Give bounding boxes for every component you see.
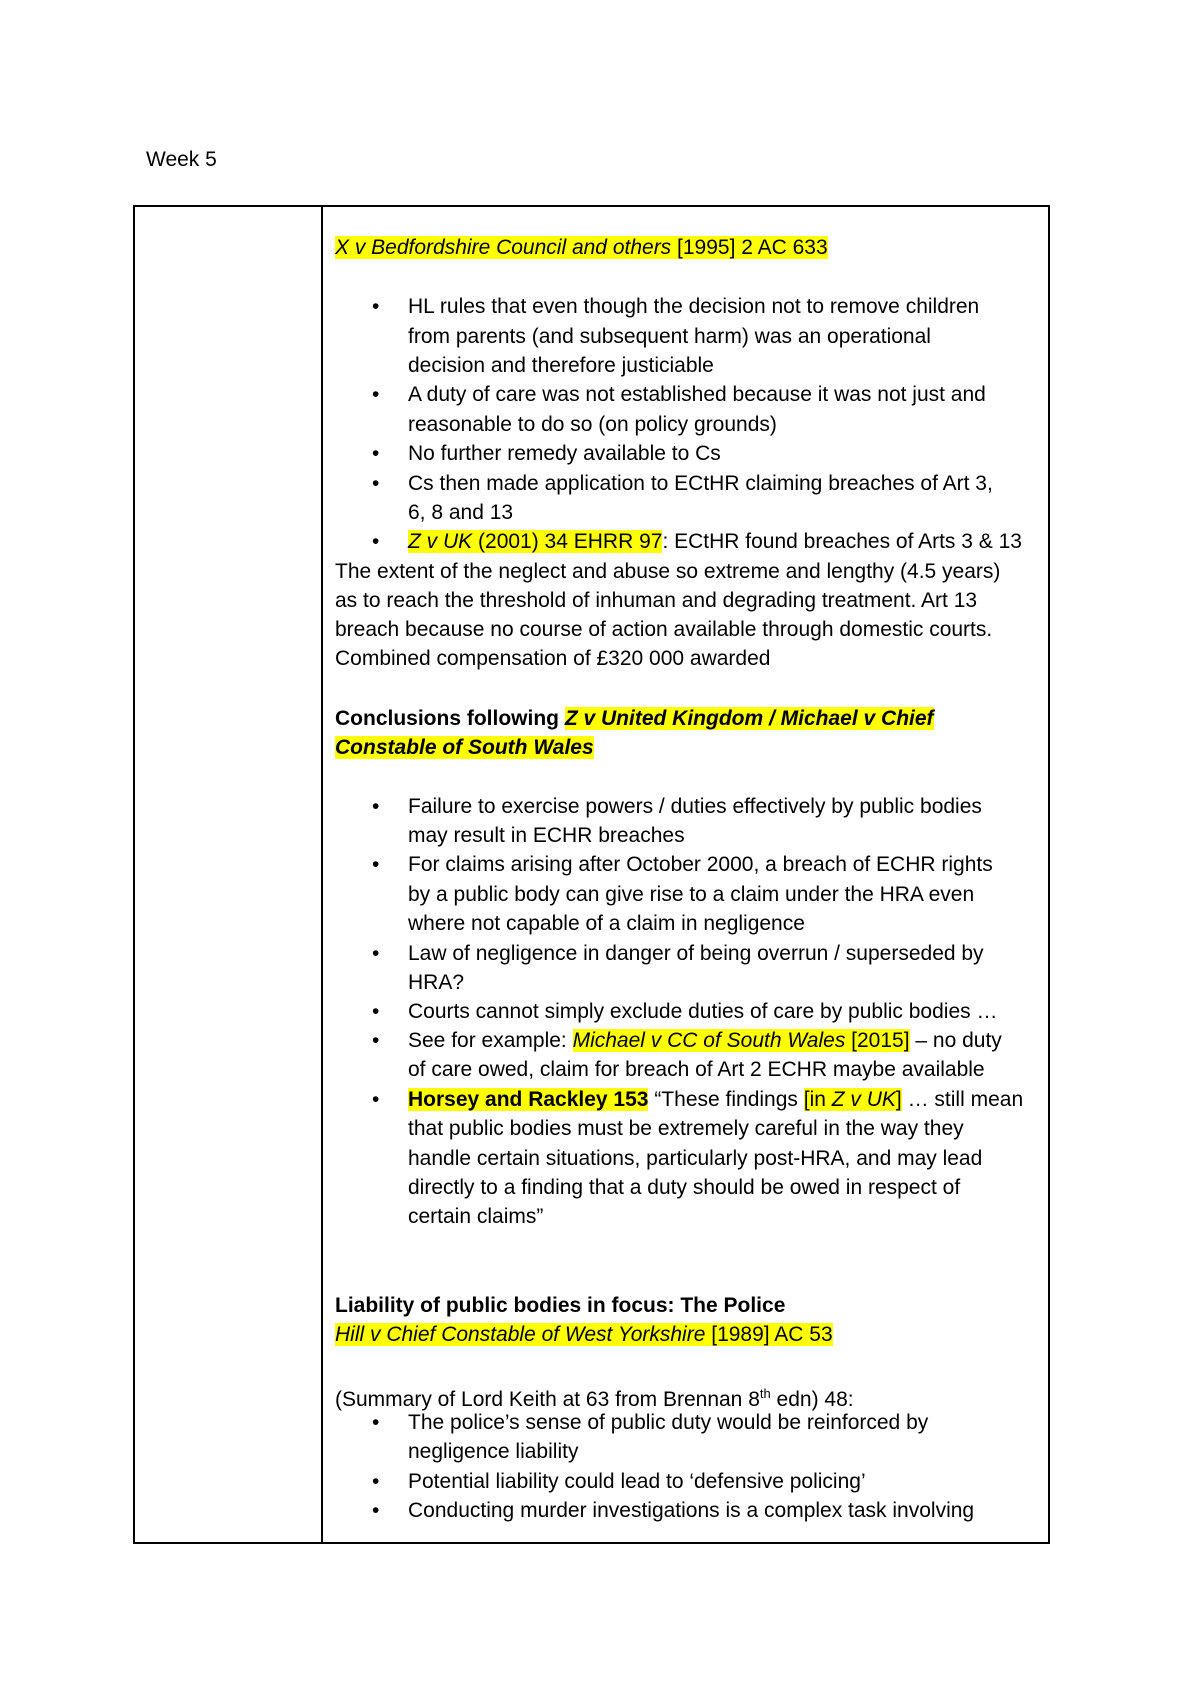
heading-text: Conclusions following (335, 707, 565, 730)
bullet-text: “These findings (648, 1088, 804, 1111)
bullet-text: Courts cannot simply exclude duties of care by public bodies … (408, 1000, 998, 1023)
source-reference: Horsey and Rackley 153 (408, 1088, 649, 1111)
summary-text: edn) 48: (770, 1388, 854, 1411)
bullet-text: Cs then made application to ECtHR claiming breaches of Art 3, (408, 472, 993, 495)
case-name: Constable of South Wales (335, 736, 594, 759)
ordinal-suffix: th (759, 1386, 771, 1401)
case-name: X v Bedfordshire Council and others (335, 236, 672, 259)
case-citation: [2015] (851, 1029, 910, 1052)
bullet-text: negligence liability (408, 1440, 579, 1463)
paragraph-line: The extent of the neglect and abuse so extreme and lengthy (4.5 years) (335, 560, 1001, 583)
page-heading-week: Week 5 (146, 148, 217, 171)
bullet-icon: • (372, 472, 380, 495)
bullet-text: decision and therefore justiciable (408, 354, 714, 377)
bullet-icon: • (372, 1499, 380, 1522)
bullet-text: from parents (and subsequent harm) was an operational (408, 325, 931, 348)
section-heading-conclusions-cont (335, 733, 594, 763)
bullet-icon: • (372, 1088, 380, 1111)
section-heading-police: Liability of public bodies in focus: The Police (335, 1294, 786, 1317)
bullet-text: of care owed, claim for breach of Art 2 ECHR maybe available (408, 1058, 985, 1081)
bullet-icon: • (372, 795, 380, 818)
section-heading-conclusions (335, 704, 934, 734)
bullet-horsey-quote (408, 1085, 1023, 1115)
bullet-icon: • (372, 442, 380, 465)
bullet-text: Potential liability could lead to ‘defensive policing’ (408, 1470, 866, 1493)
bullet-text: reasonable to do so (on policy grounds) (408, 413, 777, 436)
bullet-text: Conducting murder investigations is a complex task involving (408, 1499, 975, 1522)
bullet-text: where not capable of a claim in negligence (408, 912, 805, 935)
bullet-see-example (408, 1026, 1002, 1056)
bullet-icon: • (372, 1029, 380, 1052)
bullet-text: … still mean (901, 1088, 1024, 1111)
bullet-icon: • (372, 1411, 380, 1434)
bullet-icon: • (372, 1470, 380, 1493)
bracket-close: ] (895, 1088, 902, 1111)
summary-line (335, 1379, 854, 1409)
case-name: Z v UK (831, 1088, 896, 1111)
bullet-text: A duty of care was not established because it was not just and (408, 383, 986, 406)
case-heading-x-v-bedfordshire (335, 233, 828, 263)
bullet-text: 6, 8 and 13 (408, 501, 514, 524)
bullet-text: directly to a finding that a duty should be owed in respect of (408, 1176, 961, 1199)
bullet-text: The police’s sense of public duty would be reinforced by (408, 1411, 929, 1434)
paragraph-line: as to reach the threshold of inhuman and degrading treatment. Art 13 (335, 589, 978, 612)
bullet-text: certain claims” (408, 1205, 544, 1228)
bullet-text: handle certain situations, particularly post-HRA, and may lead (408, 1147, 983, 1170)
bullet-icon: • (372, 295, 380, 318)
case-name: Z v United Kingdom / Michael v Chief (564, 707, 934, 730)
bullet-icon: • (372, 383, 380, 406)
bullet-text: HL rules that even though the decision not to remove children (408, 295, 980, 318)
bullet-icon: • (372, 942, 380, 965)
notes-table (133, 205, 1050, 1544)
bullet-z-v-uk (408, 527, 1022, 557)
case-name: Michael v CC of South Wales (572, 1029, 846, 1052)
case-citation: [1989] AC 53 (711, 1323, 833, 1346)
bullet-text: : ECtHR found breaches of Arts 3 & 13 (662, 530, 1022, 553)
bullet-text: Failure to exercise powers / duties effectively by public bodies (408, 795, 982, 818)
bullet-text: that public bodies must be extremely careful in the way they (408, 1117, 964, 1140)
bracket-open: [in (803, 1088, 832, 1111)
case-heading-hill (335, 1320, 833, 1350)
bullet-text: HRA? (408, 971, 465, 994)
case-name: Z v UK (408, 530, 473, 553)
bullet-text: See for example: (408, 1029, 573, 1052)
bullet-text: by a public body can give rise to a claim under the HRA even (408, 883, 975, 906)
bullet-icon: • (372, 853, 380, 876)
paragraph-line: Combined compensation of £320 000 awarded (335, 647, 771, 670)
paragraph-line: breach because no course of action available through domestic courts. (335, 618, 993, 641)
bullet-icon: • (372, 530, 380, 553)
bullet-icon: • (372, 1000, 380, 1023)
bullet-text: No further remedy available to Cs (408, 442, 721, 465)
summary-text: (Summary of Lord Keith at 63 from Brennan 8 (335, 1388, 760, 1411)
bullet-text: – no duty (909, 1029, 1002, 1052)
bullet-text: Law of negligence in danger of being overrun / superseded by (408, 942, 984, 965)
case-citation: [1995] 2 AC 633 (677, 236, 828, 259)
column-divider (321, 207, 323, 1542)
bullet-text: may result in ECHR breaches (408, 824, 685, 847)
case-name: Hill v Chief Constable of West Yorkshire (335, 1323, 706, 1346)
bullet-text: For claims arising after October 2000, a breach of ECHR rights (408, 853, 993, 876)
case-citation: (2001) 34 EHRR 97 (478, 530, 663, 553)
